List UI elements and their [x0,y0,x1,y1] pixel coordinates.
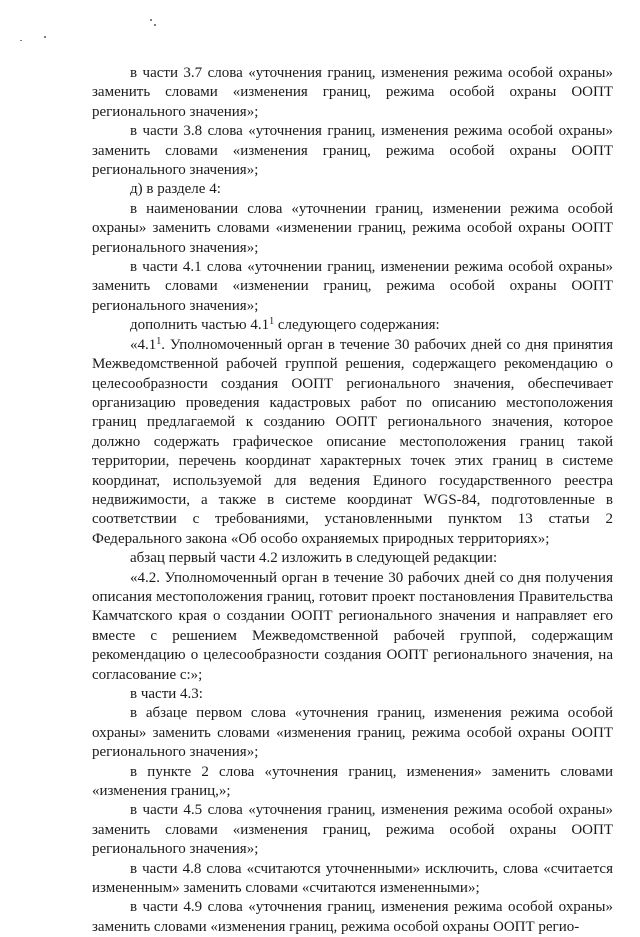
paragraph-4-3-point-2: в пункте 2 слова «уточнения границ, изменения» заменить словами «изменения границ,»; [92,763,613,800]
paragraph-add-4-1-1 [92,316,613,335]
superscript: 1 [269,316,275,328]
paragraph-4-9: в части 4.9 слова «уточнения границ, изменения режима особой охраны» заменить словами «изменения границ, режима особой охраны ООПТ регио- [92,899,613,935]
paragraph-4-1-1-text [92,336,613,549]
paragraph-4-5: в части 4.5 слова «уточнения границ, изменения режима особой охраны» заменить словами «изменения границ, режима особой охраны ООПТ регионального значения»; [92,802,613,858]
scan-speck [20,40,22,41]
scan-speck [154,24,156,26]
text-segment: следующего содержания: [274,317,440,334]
paragraph-4-3-first: в абзаце первом слова «уточнения границ, изменения режима особой охраны» заменить словами «изменения границ, режима особой охраны ООПТ регионального значения»; [92,705,613,761]
paragraph-4-3: в части 4.3: [130,686,203,702]
scan-speck [150,19,152,21]
paragraph-3-7: в части 3.7 слова «уточнения границ, изменения режима особой охраны» заменить словами «изменения границ, режима особой охраны ООПТ регионального значения»; [92,65,613,120]
scan-speck [44,36,46,38]
document-body [92,64,613,937]
text-segment: . Уполномоченный орган в течение 30 рабочих дней со дня принятия Межведомственной рабочей группой решения, содержащего рекомендацию о целесообразности создания ООПТ регионального значения, обеспечивает организацию проведения кадастровых работ по описанию местоположения границ предлагаемой к созданию ООПТ регионального значения, которое должно содержать графическое описание местоположения границ такой территории, перечень координат характерных точек этих границ в системе координат, используемой для ведения Единого государственного реестра недвижимости, а также в системе координат WGS-84, подготовленные в соответствии с требованиями, установленными пунктом 13 статьи 2 Федерального закона «Об особо охраняемых природных территориях»; [92,336,613,547]
text-segment: «4.1 [130,336,157,353]
superscript: 1 [156,335,162,347]
text-segment: дополнить частью 4.1 [130,317,270,334]
paragraph-4-2-text: «4.2. Уполномоченный орган в течение 30 рабочих дней со дня получения описания местоположения границ, готовит проект постановления Правительства Камчатского края о создании ООПТ регионального значения и направляет его вместе с решением Межведомственной рабочей группой, содержащим рекомендацию о целесообразности создания ООПТ регионального значения, на согласование с:»; [92,569,613,683]
paragraph-4-8: в части 4.8 слова «считаются уточненными» исключить, слова «считается измененным» заменить словами «считаются измененными»; [92,860,613,897]
paragraph-4-1: в части 4.1 слова «уточнении границ, изменении режима особой охраны» заменить словами «изменении границ, режима особой охраны ООПТ регионального значения»; [92,259,613,314]
paragraph-3-8: в части 3.8 слова «уточнения границ, изменения режима особой охраны» заменить словами «изменения границ, режима особой охраны ООПТ регионального значения»; [92,123,613,179]
paragraph-4-2-intro: абзац первый части 4.2 изложить в следующей редакции: [130,550,498,567]
paragraph-section-4: д) в разделе 4: [130,181,221,198]
paragraph-title-amendment: в наименовании слова «уточнении границ, изменении режима особой охраны» заменить словами «изменении границ, режима особой охраны ООПТ регионального значения»; [92,200,613,256]
